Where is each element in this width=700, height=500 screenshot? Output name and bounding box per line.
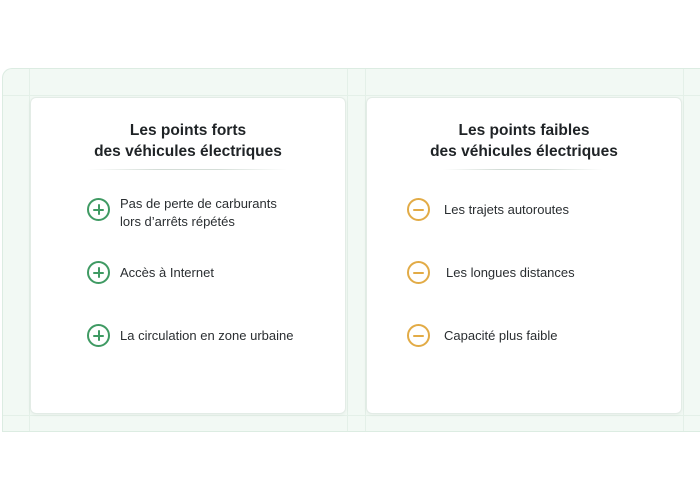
minus-circle-icon <box>407 324 430 347</box>
strengths-title-line1: Les points forts <box>129 122 247 139</box>
grid-line <box>683 69 684 431</box>
weaknesses-title-line1: Les points faibles <box>458 122 590 139</box>
plus-circle-icon <box>87 261 110 284</box>
weakness-item-label: Les trajets autoroutes <box>444 202 570 217</box>
strength-item-label: La circulation en zone urbaine <box>120 328 294 343</box>
weakness-item-label: Capacité plus faible <box>444 328 558 343</box>
grid-line <box>347 69 348 431</box>
weaknesses-title-line2: des véhicules électriques <box>430 143 618 160</box>
weakness-item-label: Les longues distances <box>446 265 575 280</box>
title-divider <box>443 169 603 170</box>
strength-item-label: Accès à Internet <box>120 265 214 280</box>
grid-line <box>3 95 700 96</box>
minus-circle-icon <box>407 261 430 284</box>
strengths-card <box>30 97 346 414</box>
strengths-title <box>31 120 345 162</box>
minus-circle-icon <box>407 198 430 221</box>
weaknesses-card <box>366 97 682 414</box>
title-divider <box>87 169 287 170</box>
weaknesses-title <box>367 120 681 162</box>
strength-item-label: Pas de perte de carburants lors d’arrêts répétés <box>120 196 277 229</box>
strengths-title-line2: des véhicules électriques <box>94 143 282 160</box>
grid-line <box>3 415 700 416</box>
plus-circle-icon <box>87 324 110 347</box>
plus-circle-icon <box>87 198 110 221</box>
